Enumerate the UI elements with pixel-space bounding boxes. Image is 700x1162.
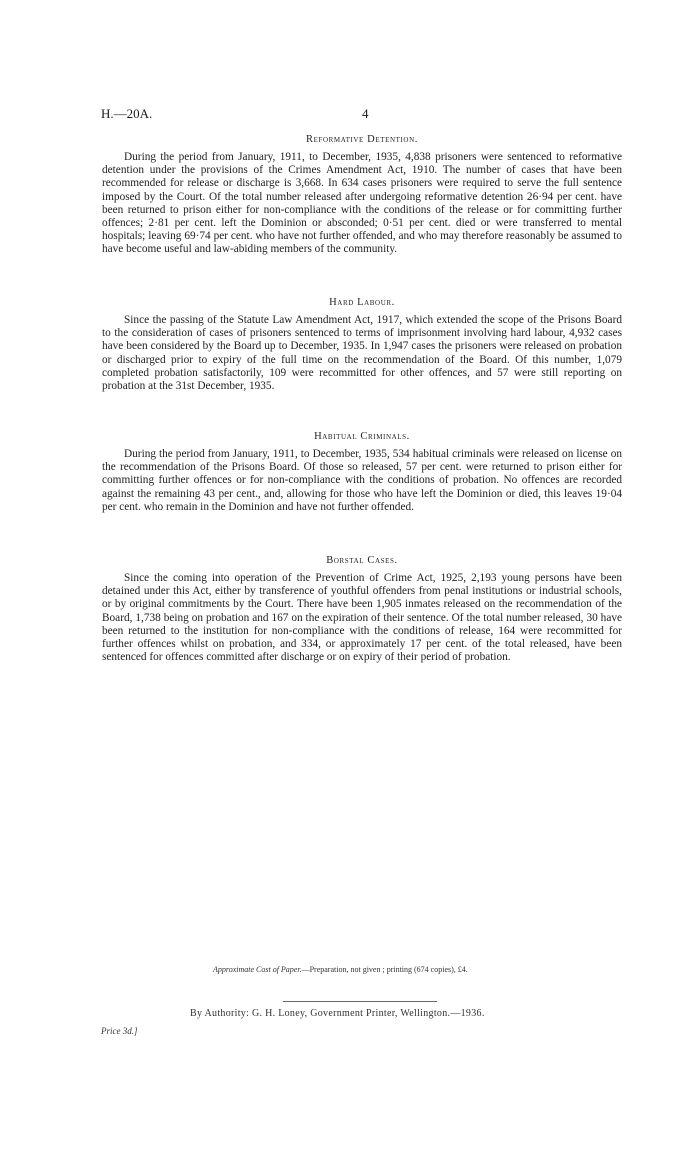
printer-authority: By Authority: G. H. Loney, Government Printer, Wellington.—1936. [190,1008,485,1019]
section-habitual-criminals [102,431,622,514]
section-heading: Habitual Criminals. [314,431,410,442]
price-note: Price 3d.] [101,1026,138,1036]
section-paragraph: During the period from January, 1911, to December, 1935, 534 habitual criminals were released on license on the recommendation of the Prisons Board. Of those so released, 57 per cent. were returned to prison either for committing further offences or for non-compliance with the conditions of probation. No offences are recorded against the remaining 43 per cent., and, allowing for those who have left the Dominion or died, this leaves 19·04 per cent. who remain in the Dominion and have not further offended. [102,448,622,513]
section-paragraph: Since the coming into operation of the Prevention of Crime Act, 1925, 2,193 young persons have been detained under this Act, either by transference of youthful offenders from penal institutions or industrial schools, or by original commitments by the Court. There have been 1,905 inmates released on the recommendation of the Board, 1,738 being on probation and 167 on the expiration of their sentence. Of the total number released, 30 have been returned to the institution for non-compliance with the conditions of release, 164 were recommitted for further offences whilst on probation, and 334, or approximately 17 per cent. of the total released, have been sentenced for offences committed after discharge or on expiry of their period of probation. [102,572,622,664]
section-heading: Hard Labour. [329,297,395,308]
section-reformative-detention [102,134,622,257]
section-paragraph: During the period from January, 1911, to December, 1935, 4,838 prisoners were sentenced to reformative detention under the provisions of the Crimes Amendment Act, 1910. The number of cases that have been recommended for release or discharge is 3,668. In 634 cases prisoners were required to serve the full sentence imposed by the Court. Of the total number released after undergoing reformative detention 26·94 per cent. have been returned to prison either for non-compliance with the conditions of the release or for committing further offences; 2·81 per cent. left the Dominion or absconded; 0·51 per cent. died or were transferred to mental hospitals; leaving 69·74 per cent. who have not further offended, and who may therefore reasonably be assumed to have become useful and law-abiding members of the community. [102,151,622,256]
section-heading: Reformative Detention. [306,134,418,145]
section-heading: Borstal Cases. [326,555,398,566]
document-reference: H.—20A. [101,106,153,121]
cost-of-paper-note [213,965,633,974]
page-number: 4 [362,106,369,121]
section-hard-labour [102,297,622,393]
footer-divider [283,1001,437,1002]
section-paragraph: Since the passing of the Statute Law Amendment Act, 1917, which extended the scope of the Prisons Board to the consideration of cases of prisoners sentenced to terms of imprisonment involving hard labour, 4,932 cases have been considered by the Board up to December, 1935. In 1,947 cases the prisoners were released on probation or discharged prior to expiry of the full time on the recommendation of the Board. Of this number, 1,079 completed probation satisfactorily, 109 were recommitted for other offences, and 57 were still reporting on probation at the 31st December, 1935. [102,314,622,393]
cost-label: Approximate Cost of Paper. [213,965,302,974]
section-borstal-cases [102,555,622,664]
cost-text: —Preparation, not given ; printing (674 copies), £4. [301,965,468,974]
